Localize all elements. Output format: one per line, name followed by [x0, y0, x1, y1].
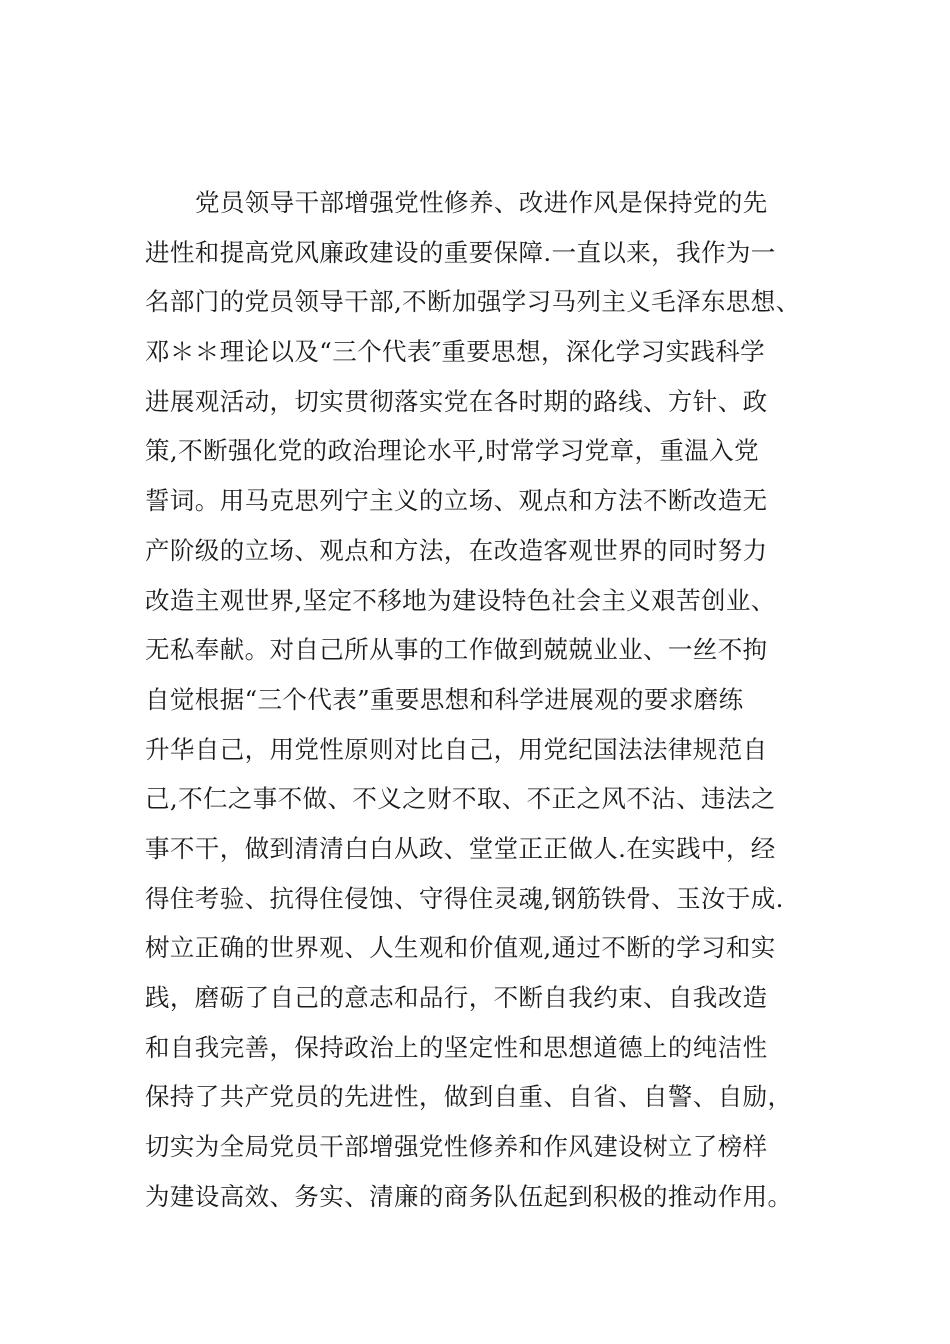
paragraph-line: 名部门的党员领导干部,不断加强学习马列主义毛泽东思想、 [145, 287, 801, 317]
paragraph-line: 誓词。用马克思列宁主义的立场、观点和方法不断改造无 [145, 486, 768, 516]
paragraph-line: 党员领导干部增强党性修养、改进作风是保持党的先 [195, 188, 768, 217]
paragraph-line: 升华自己，用党性原则对比自己，用党纪国法法律规范自 [145, 734, 768, 764]
paragraph-line: 进性和提高党风廉政建设的重要保障.一直以来，我作为一 [145, 237, 776, 267]
paragraph-line: 己,不仁之事不做、不义之财不取、不正之风不沾、违法之 [145, 784, 776, 814]
paragraph-line: 事不干，做到清清白白从政、堂堂正正做人.在实践中，经 [145, 833, 776, 863]
paragraph-line: 改造主观世界,坚定不移地为建设特色社会主义艰苦创业、 [145, 585, 776, 615]
paragraph-line: 策,不断强化党的政治理论水平,时常学习党章，重温入党 [145, 436, 759, 466]
paragraph-line: 产阶级的立场、观点和方法，在改造客观世界的同时努力 [145, 535, 768, 565]
paragraph-line: 无私奉献。对自己所从事的工作做到兢兢业业、一丝不拘 [145, 635, 768, 665]
paragraph-line: 进展观活动，切实贯彻落实党在各时期的路线、方针、政 [145, 386, 768, 416]
paragraph-line: 树立正确的世界观、人生观和价值观,通过不断的学习和实 [145, 933, 776, 963]
paragraph-line: 和自我完善，保持政治上的坚定性和思想道德上的纯洁性 [145, 1032, 768, 1062]
paragraph-line: 得住考验、抗得住侵蚀、守得住灵魂,钢筋铁骨、玉汝于成. [145, 883, 784, 913]
paragraph-line: 切实为全局党员干部增强党性修养和作风建设树立了榜样 [145, 1132, 768, 1162]
paragraph-line: 邓＊＊理论以及“三个代表″重要思想，深化学习实践科学 [145, 337, 766, 367]
paragraph-line: 保持了共产党员的先进性，做到自重、自省、自警、自励， [145, 1082, 793, 1112]
paragraph-line: 践，磨砺了自己的意志和品行，不断自我约束、自我改造 [145, 983, 768, 1012]
paragraph [145, 178, 845, 1221]
paragraph-line: 为建设高效、务实、清廉的商务队伍起到积极的推动作用。 [145, 1181, 793, 1211]
paragraph-line: 自觉根据“三个代表”重要思想和科学进展观的要求磨练 [145, 684, 744, 714]
